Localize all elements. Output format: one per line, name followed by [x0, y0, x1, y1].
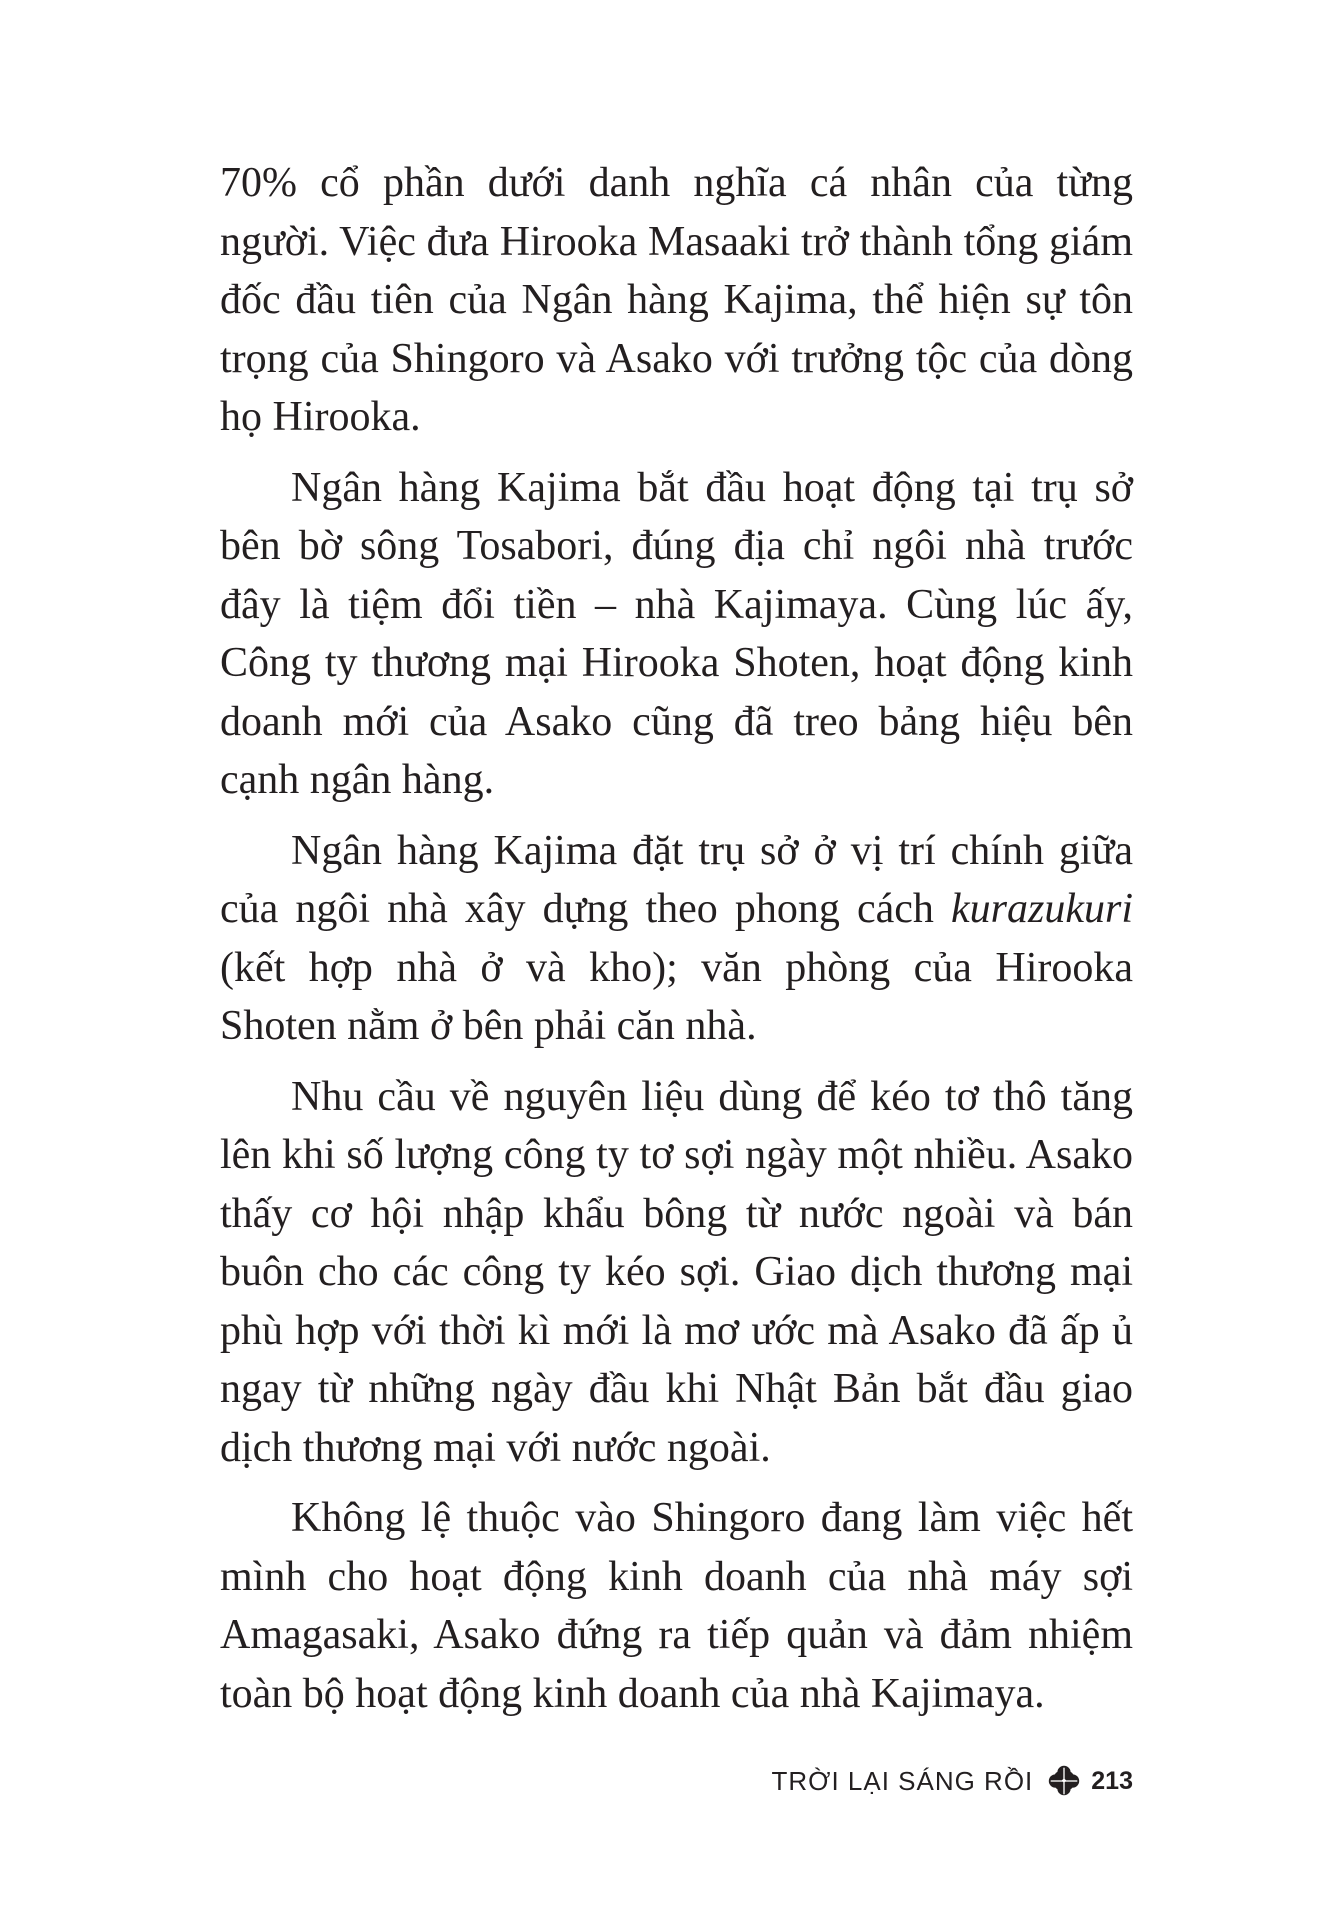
- text-segment: Ngân hàng Kajima bắt đầu hoạt động tại trụ sở bên bờ sông Tosabori, đúng địa chỉ ngôi nhà trước đây là tiệm đổi tiền – nhà Kajimaya. Cùng lúc ấy, Công ty thương mại Hirooka Shoten, hoạt động kinh doanh mới của Asako cũng đã treo bảng hiệu bên cạnh ngân hàng.: [220, 464, 1133, 803]
- clover-icon: [1045, 1762, 1083, 1800]
- body-paragraph: [220, 459, 1133, 810]
- text-segment: Nhu cầu về nguyên liệu dùng để kéo tơ thô tăng lên khi số lượng công ty tơ sợi ngày một nhiều. Asako thấy cơ hội nhập khẩu bông từ nước ngoài và bán buôn cho các công ty kéo sợi. Giao dịch thương mại phù hợp với thời kì mới là mơ ước mà Asako đã ấp ủ ngay từ những ngày đầu khi Nhật Bản bắt đầu giao dịch thương mại với nước ngoài.: [220, 1073, 1133, 1471]
- text-segment: Ngân hàng Kajima đặt trụ sở ở vị trí chính giữa của ngôi nhà xây dựng theo phong cách: [220, 827, 1133, 932]
- page-number: 213: [1091, 1766, 1133, 1795]
- book-title: TRỜI LẠI SÁNG RỒI: [771, 1765, 1034, 1796]
- text-segment: (kết hợp nhà ở và kho); văn phòng của Hirooka Shoten nằm ở bên phải căn nhà.: [220, 944, 1133, 1049]
- body-paragraph: [220, 1068, 1133, 1478]
- page-body: [220, 154, 1133, 1735]
- body-paragraph: [220, 822, 1133, 1056]
- body-paragraph: [220, 1489, 1133, 1723]
- text-segment: Không lệ thuộc vào Shingoro đang làm việc hết mình cho hoạt động kinh doanh của nhà máy sợi Amagasaki, Asako đứng ra tiếp quản và đảm nhiệm toàn bộ hoạt động kinh doanh của nhà Kajimaya.: [220, 1495, 1133, 1717]
- body-paragraph: [220, 154, 1133, 447]
- running-footer: [772, 1762, 1134, 1800]
- italic-term: kurazukuri: [951, 886, 1133, 932]
- text-segment: 70% cổ phần dưới danh nghĩa cá nhân của từng người. Việc đưa Hirooka Masaaki trở thành tổng giám đốc đầu tiên của Ngân hàng Kajima, thể hiện sự tôn trọng của Shingoro và Asako với trưởng tộc của dòng họ Hirooka.: [220, 160, 1133, 440]
